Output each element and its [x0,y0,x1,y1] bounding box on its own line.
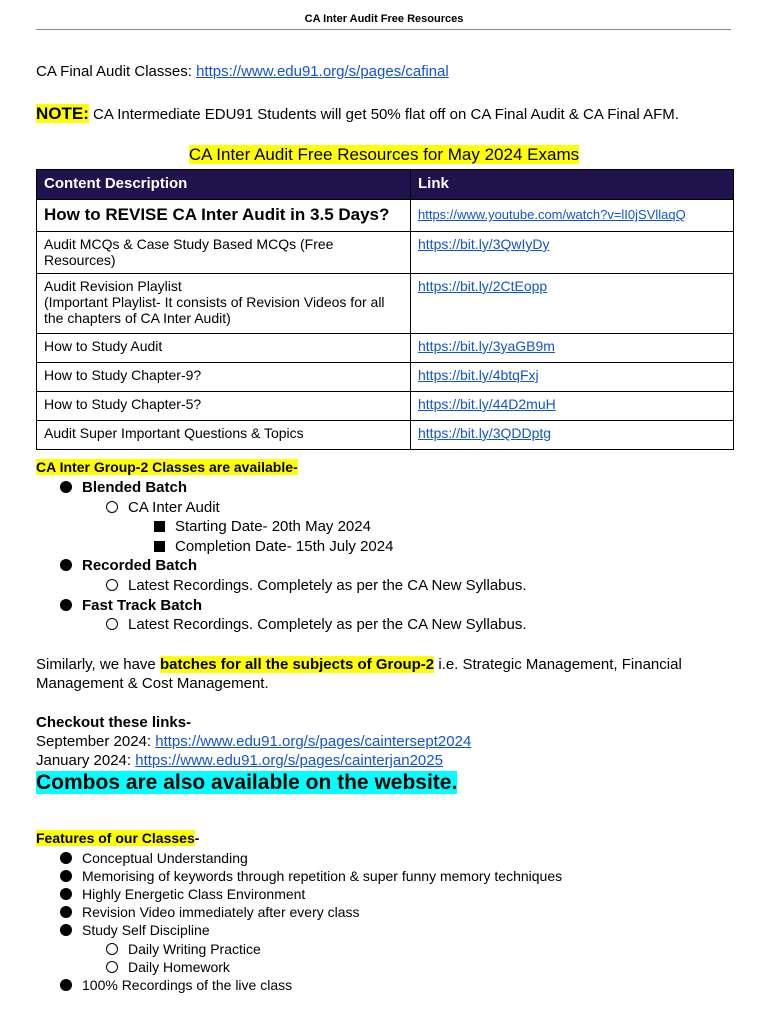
row-link[interactable]: https://bit.ly/44D2muH [418,396,556,412]
combos-banner: Combos are also available on the website. [36,771,458,794]
table-row [37,274,734,334]
disc-bullet-icon [60,870,72,882]
jan-link-line: January 2024: https://www.edu91.org/s/pages/cainterjan2025 [36,752,443,769]
square-bullet-icon [154,541,165,552]
row-description: Audit Revision Playlist [44,278,182,294]
row-description: Audit Super Important Questions & Topics [37,421,411,450]
circle-bullet-icon [106,961,118,973]
list-item: Daily Homework [106,958,230,976]
list-item: Fast Track Batch [60,596,202,615]
note-text: CA Intermediate EDU91 Students will get 50% flat off on CA Final Audit & CA Final AFM. [88,106,679,123]
header-divider [36,29,731,30]
list-item: Starting Date- 20th May 2024 [154,517,371,536]
list-item: 100% Recordings of the live class [60,976,292,994]
circle-bullet-icon [106,943,118,955]
sept-link-line: September 2024: https://www.edu91.org/s/pages/caintersept2024 [36,733,472,750]
final-classes-label: CA Final Audit Classes: [36,63,197,80]
column-header-link: Link [411,170,734,200]
list-item: Blended Batch [60,478,187,497]
list-item: Memorising of keywords through repetition & super funny memory techniques [60,867,562,885]
row-description: How to REVISE CA Inter Audit in 3.5 Days? [37,200,411,232]
circle-bullet-icon [106,579,118,591]
table-row [37,334,734,363]
similarly-highlight: batches for all the subjects of Group-2 [159,656,435,673]
list-item: Revision Video immediately after every class [60,903,360,921]
column-header-description: Content Description [37,170,411,200]
disc-bullet-icon [60,481,72,493]
note-label: NOTE: [36,104,89,123]
circle-bullet-icon [106,501,118,513]
disc-bullet-icon [60,888,72,900]
resources-heading: CA Inter Audit Free Resources for May 2024 Exams [188,145,580,164]
similarly-paragraph: Similarly, we have batches for all the subjects of Group-2 i.e. Strategic Management, Financial Management & Cost Management. [36,656,682,692]
table-row [37,232,734,274]
circle-bullet-icon [106,618,118,630]
table-row [37,421,734,450]
disc-bullet-icon [60,979,72,991]
links-heading: Checkout these links- [36,714,192,731]
row-link[interactable]: https://bit.ly/3yaGB9m [418,338,555,354]
resources-table [36,169,734,450]
sept-2024-link[interactable]: https://www.edu91.org/s/pages/caintersept2024 [155,733,472,750]
table-header-row [37,170,734,200]
disc-bullet-icon [60,599,72,611]
square-bullet-icon [154,521,165,532]
row-description-note: (Important Playlist- It consists of Revision Videos for all the chapters of CA Inter Audit) [44,294,385,326]
table-row [37,363,734,392]
disc-bullet-icon [60,924,72,936]
list-item: CA Inter Audit [106,498,220,517]
list-item: Recorded Batch [60,556,197,575]
disc-bullet-icon [60,852,72,864]
row-link[interactable]: https://bit.ly/2CtEopp [418,278,548,294]
list-item: Highly Energetic Class Environment [60,885,305,903]
list-item: Latest Recordings. Completely as per the CA New Syllabus. [106,576,527,595]
jan-2024-link[interactable]: https://www.edu91.org/s/pages/cainterjan2025 [135,752,443,769]
final-classes-line [36,63,449,80]
row-description: How to Study Chapter-5? [37,392,411,421]
table-row [37,200,734,232]
resources-heading-wrap [0,145,768,165]
list-item: Conceptual Understanding [60,849,248,867]
features-heading: Features of our Classes- [36,830,200,846]
row-description: Audit MCQs & Case Study Based MCQs (Free Resources) [37,232,411,274]
disc-bullet-icon [60,906,72,918]
final-classes-link[interactable]: https://www.edu91.org/s/pages/cafinal [196,63,449,80]
row-description: How to Study Chapter-9? [37,363,411,392]
note-line [36,104,679,124]
list-item: Completion Date- 15th July 2024 [154,537,393,556]
row-link[interactable]: https://bit.ly/3QDDptg [418,425,552,441]
list-item: Study Self Discipline [60,921,210,939]
list-item: Daily Writing Practice [106,940,261,958]
row-link[interactable]: https://www.youtube.com/watch?v=lI0jSVllaqQ [418,207,686,222]
table-row [37,392,734,421]
row-description: How to Study Audit [37,334,411,363]
row-link[interactable]: https://bit.ly/3QwIyDy [418,236,550,252]
disc-bullet-icon [60,559,72,571]
row-link[interactable]: https://bit.ly/4btqFxj [418,367,539,383]
list-item: Latest Recordings. Completely as per the CA New Syllabus. [106,615,527,634]
page-header-title: CA Inter Audit Free Resources [304,13,464,25]
group2-heading: CA Inter Group-2 Classes are available- [36,459,298,475]
